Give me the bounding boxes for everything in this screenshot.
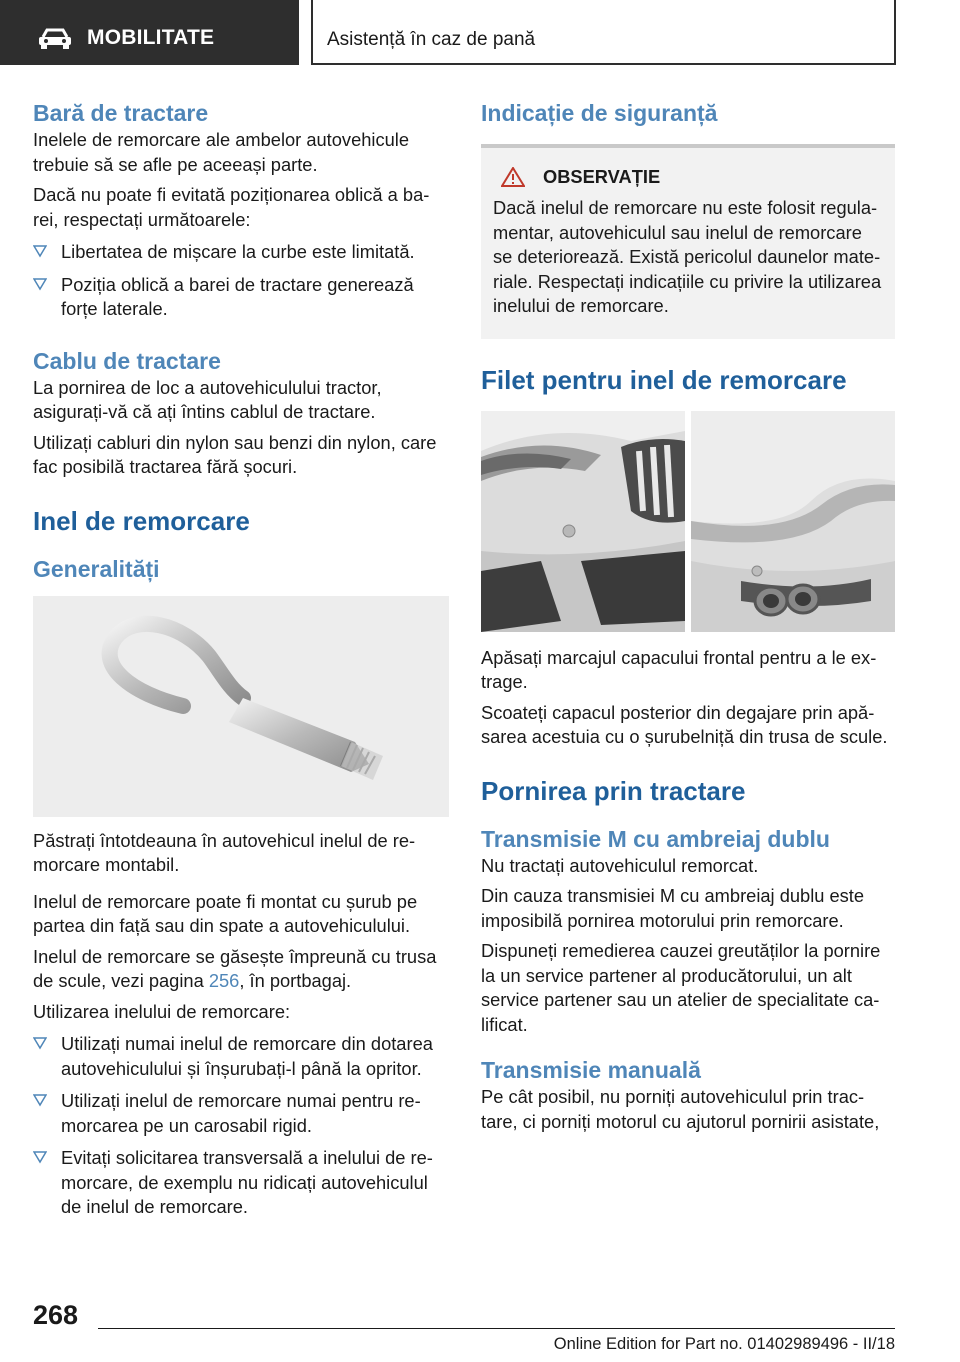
paragraph: Inelul de remorcare se găsește împreună cu trusa de scule, vezi pagina 256, în portbagaj. <box>33 945 437 991</box>
section-title: MOBILITATE <box>87 26 215 49</box>
triangle-bullet-icon <box>33 244 47 258</box>
footer-divider <box>98 1328 895 1329</box>
page-link[interactable]: 256 <box>208 970 240 991</box>
front-bumper-image <box>481 411 685 632</box>
note-header <box>493 166 883 188</box>
rear-bumper-illustration <box>691 411 895 632</box>
note-text: Dacă inelul de remorcare nu este folosit regula- mentar, autovehiculul sau inelul de remorcare se deteriorează. Există pericolul daunelor mate- riale. Respectați indicațiile cu privire la utilizarea inelului de remorcare. <box>493 197 882 316</box>
list-item: Utilizați numai inelul de remorcare din dotarea autovehiculului și înșurubați-l până la opritor. <box>33 1032 449 1081</box>
tow-ring-image <box>33 596 449 817</box>
tow-ring-illustration <box>33 596 449 817</box>
paragraph: Păstrați întotdeauna în autovehicul inelul de re- morcare montabil. <box>33 829 416 875</box>
warning-icon <box>501 167 525 187</box>
note-label: OBSERVAȚIE <box>543 166 661 187</box>
heading-thread: Filet pentru inel de remorcare <box>481 364 847 395</box>
triangle-bullet-icon <box>33 277 47 291</box>
heading-tow-bar: Bară de tractare <box>33 100 209 126</box>
list-item: Libertatea de mișcare la curbe este limitată. <box>33 240 449 265</box>
paragraph: Utilizați cabluri din nylon sau benzi din nylon, care fac posibilă tractarea fără șocuri. <box>33 431 437 477</box>
bullet-list <box>33 240 449 322</box>
paragraph: Pe cât posibil, nu porniți autovehiculul prin trac- tare, ci porniți motorul cu ajutorul pornirii asistate, <box>481 1086 880 1132</box>
paragraph: Utilizarea inelului de remorcare: <box>33 1000 291 1022</box>
heading-tow-cable: Cablu de tractare <box>33 347 221 374</box>
paragraph: La pornirea de loc a autovehiculului tractor, asigurați-vă că ați întins cablul de tractare. <box>33 376 382 422</box>
page-number: 268 <box>33 1300 79 1330</box>
right-column <box>481 98 895 1134</box>
paragraph: Nu tractați autovehiculul remorcat. <box>481 854 759 876</box>
paragraph: Scoateți capacul posterior din degajare prin apă- sarea acestuia cu o șurubelniță din trusa de scule. <box>481 701 888 747</box>
front-bumper-illustration <box>481 411 685 632</box>
list-item: Utilizați inelul de remorcare numai pentru re- morcarea pe un carosabil rigid. <box>33 1089 449 1138</box>
triangle-bullet-icon <box>33 1150 47 1164</box>
heading-safety: Indicație de siguranță <box>481 100 718 126</box>
bullet-list <box>33 1032 449 1220</box>
paragraph: Inelul de remorcare poate fi montat cu șurub pe partea din față sau din spate a autovehiculului. <box>33 890 418 936</box>
heading-mdct: Transmisie M cu ambreiaj dublu <box>481 825 830 852</box>
triangle-bullet-icon <box>33 1036 47 1050</box>
list-item: Poziția oblică a barei de tractare generează forțe laterale. <box>33 273 449 322</box>
paragraph: Din cauza transmisiei M cu ambreiaj dublu este imposibilă pornirea motorului prin remorcare. <box>481 885 865 931</box>
heading-general: Generalități <box>33 555 160 582</box>
heading-tow-start: Pornirea prin tractare <box>481 775 746 806</box>
paragraph: Dacă nu poate fi evitată poziționarea oblică a ba- rei, respectați următoarele: <box>33 184 430 230</box>
list-item: Evitați solicitarea transversală a inelului de re- morcare, de exemplu nu ridicați autovehiculul de inelul de remorcare. <box>33 1146 449 1220</box>
paragraph: Inelele de remorcare ale ambelor autovehicule trebuie să se afle pe aceeași parte. <box>33 129 409 175</box>
warning-note <box>481 144 895 339</box>
rear-bumper-image <box>691 411 895 632</box>
paragraph: Apăsați marcajul capacului frontal pentru a le ex- trage. <box>481 646 877 692</box>
edition-text: Online Edition for Part no. 01402989496 - II/18 <box>553 1335 895 1353</box>
heading-tow-ring: Inel de remorcare <box>33 505 250 536</box>
section-tab <box>0 0 299 65</box>
left-column <box>33 98 449 1220</box>
chapter-title: Asistență în caz de pană <box>327 29 536 50</box>
chapter-tab <box>311 0 896 65</box>
triangle-bullet-icon <box>33 1093 47 1107</box>
car-icon <box>38 28 72 50</box>
heading-manual: Transmisie manuală <box>481 1057 701 1083</box>
paragraph: Dispuneți remedierea cauzei greutăților la pornire la un service partener al producătorului, un alt service partener sau un atelier de specialitate ca- lificat. <box>481 940 881 1035</box>
thread-images <box>481 411 895 632</box>
